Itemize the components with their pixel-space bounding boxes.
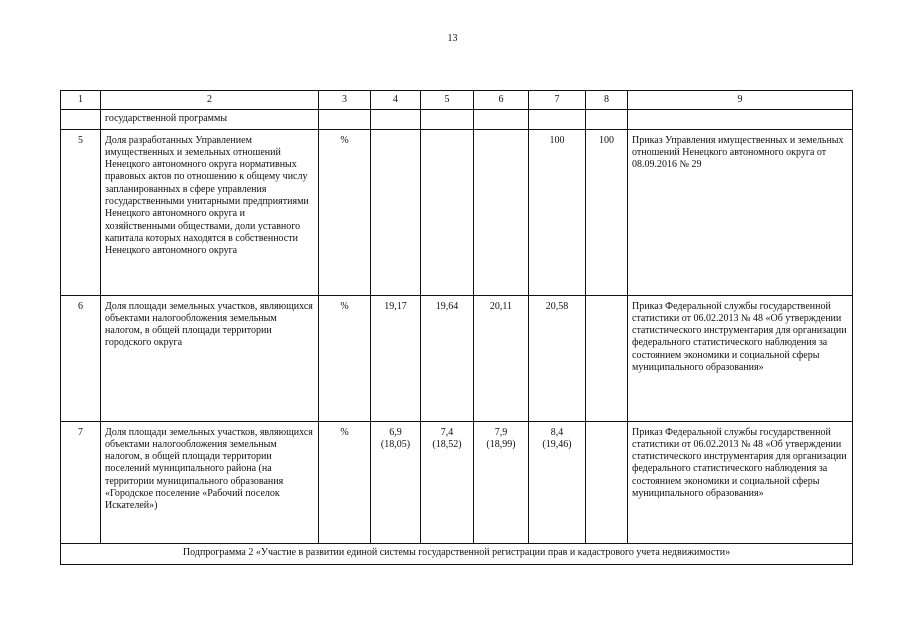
value-col8	[586, 421, 628, 543]
value-col7: 8,4 (19,46)	[529, 421, 586, 543]
unit: %	[319, 295, 371, 421]
table-row	[61, 129, 853, 295]
indicator-name: Доля разработанных Управлением имущественных и земельных отношений Ненецкого автономного округа нормативных правовых актов по отношению к общему числу запланированных в сфере управления государственными унитарными предприятиями Ненецкого автономного округа и хозяйственными обществами, доли уставного капитала которых находятся в собственности Ненецкого автономного округа	[101, 129, 319, 295]
value-col5	[421, 129, 474, 295]
row-number: 5	[61, 129, 101, 295]
value-col4: 6,9 (18,05)	[371, 421, 421, 543]
source-document: Приказ Федеральной службы государственной статистики от 06.02.2013 № 48 «Об утверждении статистического инструментария для организации федерального статистического наблюдения за состоянием экономики и социальной сферы муниципального образования»	[628, 295, 853, 421]
header-cell: 3	[319, 91, 371, 110]
value-col8: 100	[586, 129, 628, 295]
value-col4	[371, 129, 421, 295]
value-col7: 20,58	[529, 295, 586, 421]
header-cell: 6	[474, 91, 529, 110]
continuation-row	[61, 110, 853, 129]
header-cell: 9	[628, 91, 853, 110]
header-cell: 8	[586, 91, 628, 110]
subprogram-row	[61, 543, 853, 564]
source-document: Приказ Федеральной службы государственной статистики от 06.02.2013 № 48 «Об утверждении статистического инструментария для организации федерального статистического наблюдения за состоянием экономики и социальной сферы муниципального образования»	[628, 421, 853, 543]
value-col4: 19,17	[371, 295, 421, 421]
header-row	[61, 91, 853, 110]
header-cell: 1	[61, 91, 101, 110]
table-row	[61, 421, 853, 543]
value-col6	[474, 129, 529, 295]
value-col6: 7,9 (18,99)	[474, 421, 529, 543]
header-cell: 2	[101, 91, 319, 110]
indicator-name: Доля площади земельных участков, являющихся объектами налогообложения земельным налогом, в общей площади территории городского округа	[101, 295, 319, 421]
page-number: 13	[447, 33, 458, 44]
header-cell: 4	[371, 91, 421, 110]
source-document: Приказ Управления имущественных и земельных отношений Ненецкого автономного округа от 08.09.2016 № 29	[628, 129, 853, 295]
value-col6: 20,11	[474, 295, 529, 421]
row-number: 6	[61, 295, 101, 421]
value-col5: 19,64	[421, 295, 474, 421]
header-cell: 7	[529, 91, 586, 110]
table-row	[61, 295, 853, 421]
row-number: 7	[61, 421, 101, 543]
unit: %	[319, 129, 371, 295]
header-cell: 5	[421, 91, 474, 110]
indicator-name: Доля площади земельных участков, являющихся объектами налогообложения земельным налогом, в общей площади территории поселений муниципального района (на территории муниципального образования «Городское поселение «Рабочий поселок Искателей»)	[101, 421, 319, 543]
unit: %	[319, 421, 371, 543]
continuation-text: государственной программы	[101, 110, 319, 129]
value-col8	[586, 295, 628, 421]
value-col7: 100	[529, 129, 586, 295]
indicators-table	[60, 90, 853, 565]
subprogram-title: Подпрограмма 2 «Участие в развитии единой системы государственной регистрации прав и кадастрового учета недвижимости»	[61, 543, 853, 564]
value-col5: 7,4 (18,52)	[421, 421, 474, 543]
